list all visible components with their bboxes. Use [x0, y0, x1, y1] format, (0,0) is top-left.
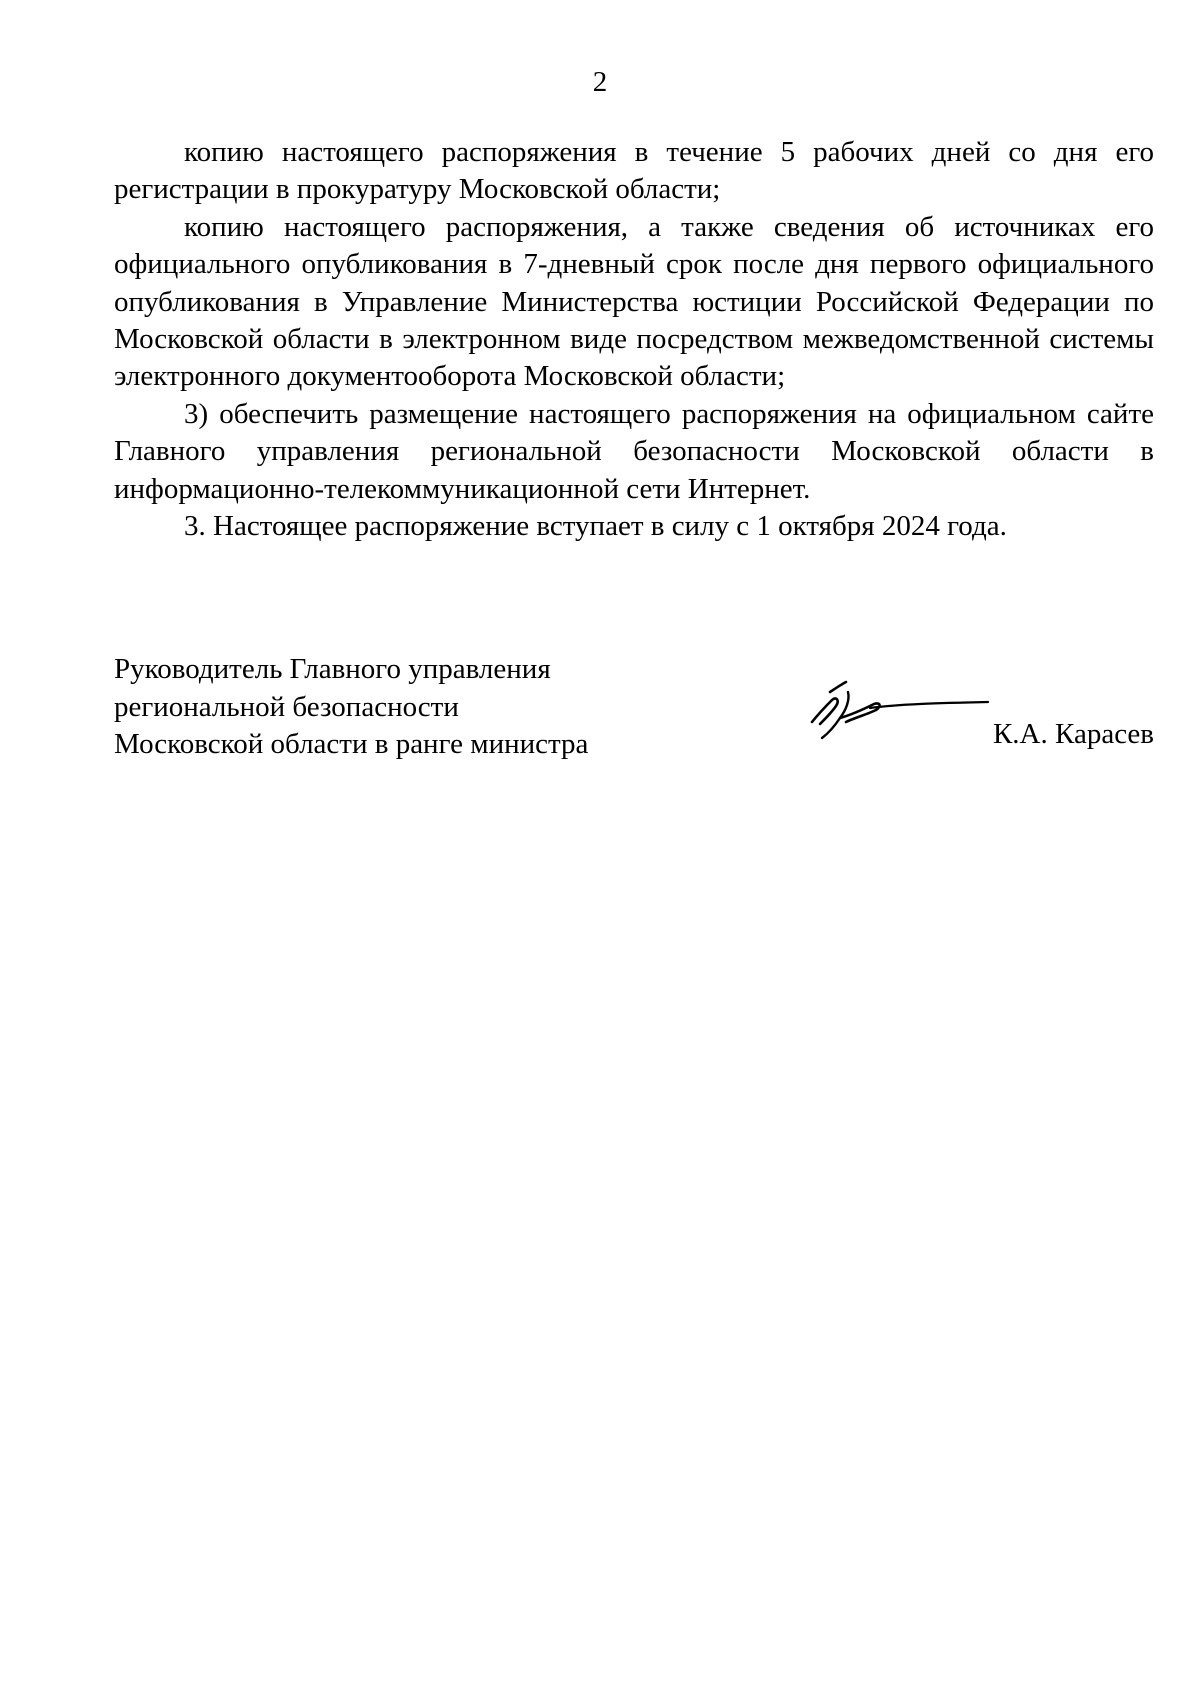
- document-body: [114, 134, 1154, 545]
- signatory-name: К.А. Карасев: [992, 718, 1154, 750]
- paragraph-effective-date: 3. Настоящее распоряжение вступает в силу с 1 октября 2024 года.: [184, 510, 1007, 543]
- signatory-position-line: Руководитель Главного управления: [114, 653, 551, 685]
- handwritten-signature: [810, 678, 990, 740]
- paragraph-website-publication: 3) обеспечить размещение настоящего распоряжения на официальном сайте Главного управления региональной безопасности Московской области в информационно-телекоммуникационной сети Интернет.: [114, 397, 1154, 505]
- paragraph-ministry-copy: копию настоящего распоряжения, а также сведения об источниках его официального опубликования в 7-дневный срок после дня первого официального опубликования в Управление Министерства юстиции Российской Федерации по Московской области в электронном виде посредством межведомственной системы электронного документооборота Московской области;: [114, 210, 1154, 393]
- page-number: 2: [592, 66, 608, 98]
- paragraph-prosecutor-copy: копию настоящего распоряжения в течение 5 рабочих дней со дня его регистрации в прокуратуру Московской области;: [114, 136, 1154, 206]
- signatory-position: [114, 651, 714, 764]
- signatory-position-line: Московской области в ранге министра: [114, 728, 589, 760]
- signatory-position-line: региональной безопасности: [114, 690, 459, 723]
